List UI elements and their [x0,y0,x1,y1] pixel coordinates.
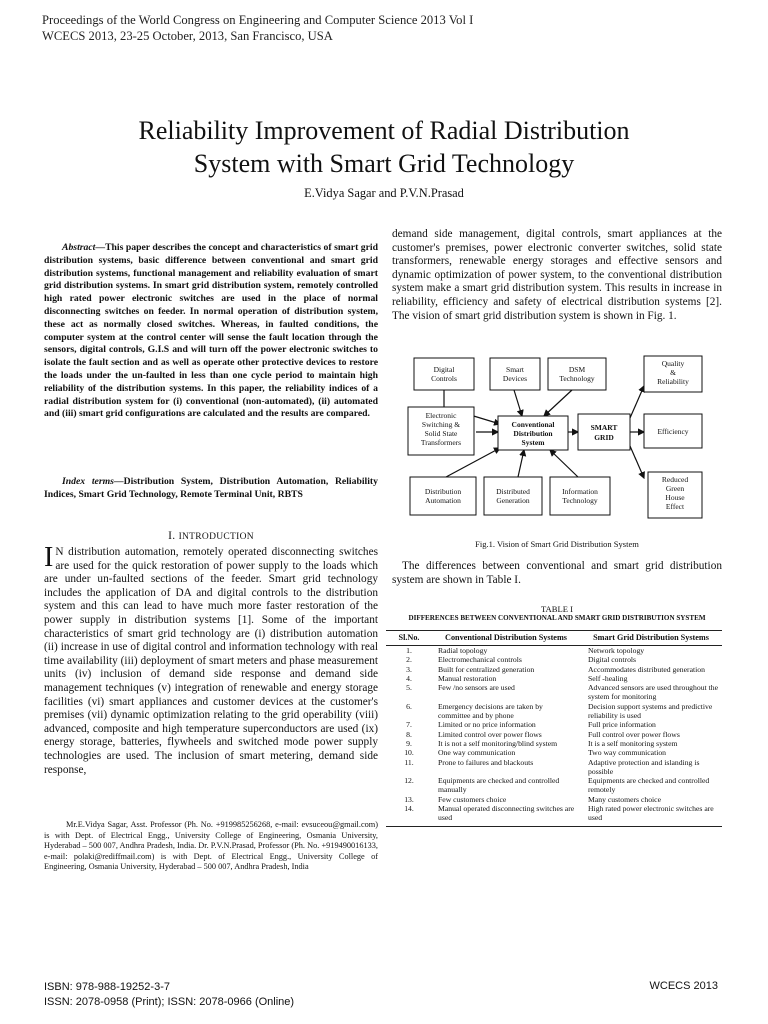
row-conventional: Equipments are checked and controlled manually [438,776,560,795]
row-conventional: Few customers choice [438,794,507,804]
table-subtitle: DIFFERENCES BETWEEN CONVENTIONAL AND SMART GRID DISTRIBUTION SYSTEM [408,614,706,622]
footer-conference: WCECS 2013 [649,980,718,992]
table-row [386,739,722,748]
arrow-smart-devices [514,390,522,416]
drop-cap: I [44,542,54,573]
svg-text:Green: Green [665,484,685,493]
index-terms [44,476,378,502]
abstract [44,242,378,421]
svg-text:Switching &: Switching & [421,420,461,429]
right-column-paragraph-1: demand side management, digital controls, smart appliances at the customer's premises, power electronic converter switches, solid state transformers, renewable energy storages and effective sensors and dynamic optimization of power system, to the conventional distribution system make a smart grid distribution system. This results in increase in reliability, efficiency and safety of electrical distribution systems [2]. The vision of smart grid distribution system is shown in Fig. 1. [392,228,722,322]
arrow-generation [518,450,524,477]
svg-text:System: System [521,438,545,447]
row-number: 8. [406,729,412,739]
table-row [386,674,722,683]
row-number: 14. [386,804,432,826]
section-title: INTRODUCTION [178,532,254,542]
table-header-row [386,631,722,646]
row-conventional: Radial topology [438,646,488,655]
svg-text:Controls: Controls [431,374,457,383]
row-conventional: Emergency decisions are taken by committee and by phone [438,701,543,721]
svg-text:Electronic: Electronic [425,411,457,420]
right-column-paragraph-2: The differences between conventional and smart grid distribution system are shown in Table I. [392,560,722,586]
header-slno: Sl.No. [386,631,432,646]
svg-text:Transformers: Transformers [420,438,462,447]
box-quality-reliability [644,356,702,392]
table-row [386,702,722,721]
box-smart-devices [490,358,540,390]
svg-text:Reduced: Reduced [661,475,689,484]
svg-text:Solid State: Solid State [424,429,458,438]
arrow-to-quality [630,386,644,418]
svg-text:Conventional: Conventional [511,420,555,429]
header-proceedings: Proceedings of the World Congress on Engineering and Computer Science 2013 Vol I [42,13,474,27]
row-conventional: Manual operated disconnecting switches are used [432,804,580,826]
table-row [386,748,722,757]
svg-text:House: House [665,493,685,502]
row-smart-grid: Equipments are checked and controlled remotely [588,776,710,795]
row-smart-grid: Full price information [588,720,656,730]
index-terms-label: Index terms [62,476,114,487]
row-conventional: Manual restoration [438,673,497,683]
svg-text:Technology: Technology [562,496,598,505]
box-distribution-automation [410,477,476,515]
row-smart-grid: Adaptive protection and islanding is possible [588,757,700,776]
table-row [386,776,722,795]
svg-text:Automation: Automation [425,496,461,505]
svg-text:Smart: Smart [506,365,524,374]
comparison-table [386,630,722,827]
title-line-2: System with Smart Grid Technology [193,149,575,178]
box-dsm-technology [548,358,606,390]
table-row [386,758,722,777]
row-number: 1. [406,646,412,655]
svg-text:Distribution: Distribution [424,487,462,496]
section-heading-introduction [44,530,378,542]
box-reduced-green-house [648,472,702,518]
svg-text:Reliability: Reliability [657,377,689,386]
row-number: 3. [406,664,412,674]
row-conventional: Limited or no price information [438,720,536,730]
table-row [386,683,722,702]
table-row [386,795,722,804]
row-conventional: It is not a self monitoring/blind system [438,738,558,748]
svg-text:GRID: GRID [594,433,614,442]
author-footnote: Mr.E.Vidya Sagar, Asst. Professor (Ph. No. +919985256268, e-mail: evsuceou@gmail.com) is with Dept. of Electrical Engg., University College of Engineering, Osmania University, Hyderabad – 500 007, Andhra Pradesh, India. Dr. P.V.N.Prasad, Professor (Ph. No. +919490016133, e-mail: polaki@rediffmail.com) is with Dept. of Electrical Engg., University College of Engineering, Osmania University, Hyderabad – 500 007, Andhra Pradesh, India [44,820,378,871]
row-smart-grid: Digital controls [588,655,637,665]
row-number: 13. [404,794,414,804]
table-row [386,646,722,656]
row-conventional: Built for centralized generation [438,664,535,674]
box-information-technology [550,477,610,515]
svg-text:Information: Information [562,487,598,496]
footer-issn: ISSN: 2078-0958 (Print); ISSN: 2078-0966 (Online) [44,996,295,1008]
running-header [42,12,473,44]
svg-text:Effect: Effect [665,502,685,511]
table-row [386,730,722,739]
header-conference: WCECS 2013, 23-25 October, 2013, San Francisco, USA [42,29,333,43]
box-smart-grid [578,414,630,450]
row-number: 7. [406,720,412,730]
row-conventional: Few /no sensors are used [438,683,515,693]
paper-authors: E.Vidya Sagar and P.V.N.Prasad [304,186,464,200]
table-row [386,720,722,729]
row-smart-grid: Two way communication [588,748,667,758]
svg-text:Efficiency: Efficiency [657,427,689,436]
box-distributed-generation [484,477,542,515]
row-number: 11. [404,757,414,767]
table-row [386,655,722,664]
row-smart-grid: Decision support systems and predictive reliability is used [588,701,713,721]
intro-body: N distribution automation, remotely operated disconnecting switches are used for the quick restoration of power supply to the loads which are under un-faulted sections of the feeder. Smart grid technology includes the application of DA and digital controls to the distribution system and this can lead to have much more faster restoration of the power supply in distribution systems [1]. Some of the important characteristics of smart grid technology are (i) distribution automation (ii) increase in use of digital control and information technology with real time availability (iii) deployment of smart meters and phase measurement units (iv) inclusion of demand side response and demand side management techniques (v) integration of renewable and energy storage facilities (vi) smart appliances and customer devices at the customer's premises (vii) dynamic optimization relating to the grid operability (viii) advanced, composite and high temperature superconductors are used (ix) energy storage, batteries, flywheels and switched mode power supply technologies are used. The inclusion of smart metering, demand side response, [44,546,378,776]
header-conventional: Conventional Distribution Systems [432,631,580,646]
svg-text:Distributed: Distributed [496,487,530,496]
svg-text:Quality: Quality [661,359,685,368]
svg-text:Digital: Digital [433,365,455,374]
header-smart-grid: Smart Grid Distribution Systems [580,631,722,646]
svg-text:Devices: Devices [502,374,528,383]
footer-left [44,980,294,1010]
svg-text:Technology: Technology [559,374,595,383]
row-smart-grid: Self -healing [588,673,628,683]
footer-isbn: ISBN: 978-988-19252-3-7 [44,981,170,993]
index-terms-text: —Distribution System, Distribution Automation, Reliability Indices, Smart Grid Technology, Remote Terminal Unit, RBTS [44,476,378,500]
figure-smart-grid-vision [404,352,718,530]
arrow-information [550,450,578,477]
row-number: 9. [406,738,412,748]
arrow-dsm [544,390,572,416]
row-smart-grid: Network topology [588,646,645,655]
row-number: 10. [404,748,414,758]
table-row [386,804,722,826]
title-line-1: Reliability Improvement of Radial Distribution [138,116,630,145]
paper-title [50,114,718,180]
row-conventional: Limited control over power flows [438,729,542,739]
row-number: 12. [404,776,414,786]
row-conventional: Prone to failures and blackouts [438,757,534,767]
svg-text:Generation: Generation [496,496,530,505]
row-number: 4. [406,673,412,683]
introduction-text [44,542,378,777]
row-smart-grid: Accommodates distributed generation [588,664,705,674]
figure-caption: Fig.1. Vision of Smart Grid Distribution System [475,539,639,549]
section-number: I. [168,530,176,542]
table-body [386,646,722,827]
table-title: TABLE I [540,604,573,614]
arrow-to-green [630,446,644,478]
row-conventional: One way communication [438,748,516,758]
row-number: 6. [406,701,412,711]
abstract-label: Abstract [62,242,96,253]
svg-text:DSM: DSM [568,365,586,374]
row-number: 2. [406,655,412,665]
row-smart-grid: It is a self monitoring system [588,738,678,748]
svg-text:SMART: SMART [590,423,618,432]
row-conventional: Electromechanical controls [438,655,522,665]
row-smart-grid: Many customers choice [588,794,662,804]
box-digital-controls [414,358,474,390]
row-smart-grid: Full control over power flows [588,729,680,739]
abstract-text: —This paper describes the concept and characteristics of smart grid distribution systems, basic difference between conventional and smart grid distribution systems, functional management and reliability evaluation of smart grid distribution systems. In smart grid distribution system, remotely controlled high rated power electronic switches are used in the place of normal disconnecting switches on feeder. In normal operation of distribution system, these act as normally closed switches. Whereas, in faulted conditions, the computer system at the control center will sense the fault location through the sensors, digital controls, G.I.S and will turn off the power electronic switches to isolate the fault section and as well as operate other protective devices to restore the loads under the un-faulted in less than one cycle period to maintain high reliability of the distribution systems. In this paper, the reliability indices of a radial distribution system for (i) conventional (non-automated), (ii) automated and (iii) smart grid configurations are calculated and the results are compared. [44,242,378,420]
row-number: 5. [406,683,412,693]
svg-text:&: & [670,368,676,377]
box-efficiency [644,414,702,448]
box-electronic-switching [408,407,474,455]
svg-text:Distribution: Distribution [513,429,553,438]
row-smart-grid: High rated power electronic switches are used [580,804,722,826]
table-row [386,665,722,674]
box-conventional-distribution [498,416,568,450]
row-smart-grid: Advanced sensors are used throughout the system for monitoring [588,683,719,702]
